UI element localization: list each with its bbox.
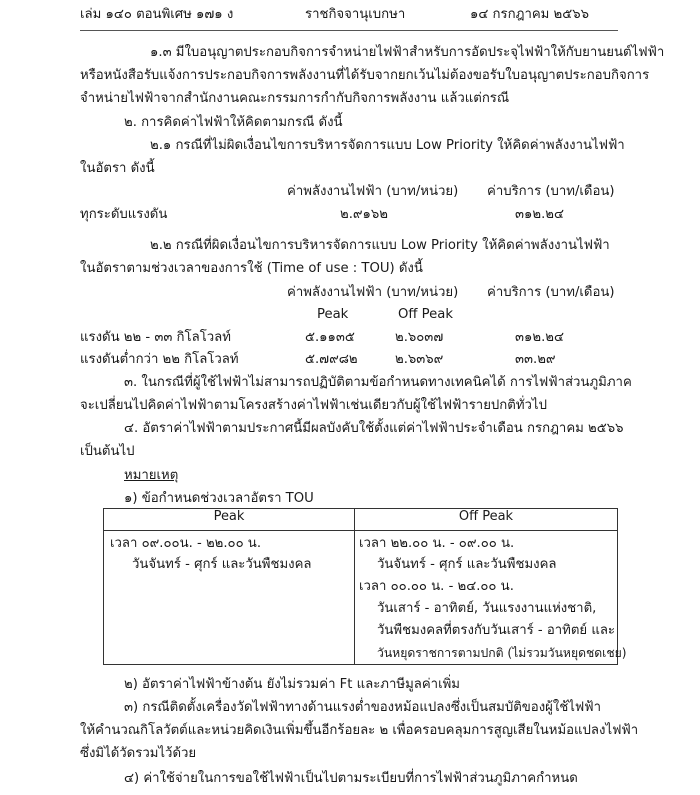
remark-4: ๔) ค่าใช้จ่ายในการขอใช้ไฟฟ้าเป็นไปตามระเบียบที่การไฟฟ้าส่วนภูมิภาคกำหนด	[124, 771, 578, 786]
remark-3-line: ให้คำนวณกิโลวัตต์และหน่วยคิดเงินเพิ่มขึ้นอีกร้อยละ ๒ เพื่อครอบคลุมการสูญเสียในหม้อแปลงไฟฟ้า	[80, 723, 639, 738]
remark-1: ๑) ข้อกำหนดช่วงเวลาอัตรา TOU	[124, 491, 314, 506]
para-1-3-line: จำหน่ายไฟฟ้าจากสำนักงานคณะกรรมการกำกับกิจการพลังงาน แล้วแต่กรณี	[80, 91, 510, 106]
remark-3-line: ๓) กรณีติดตั้งเครื่องวัดไฟฟ้าทางด้านแรงต่ำของหม้อแปลงซึ่งเป็นสมบัติของผู้ใช้ไฟฟ้า	[124, 700, 601, 715]
gazette-date: ๑๔ กรกฎาคม ๒๕๖๖	[470, 7, 589, 22]
rate2-offpeak-value: ๒.๖๓๖๙	[395, 352, 444, 367]
section-4-line: เป็นต้นไป	[80, 444, 135, 459]
remarks-title: หมายเหตุ	[124, 468, 179, 483]
tou-offpeak-line: เวลา ๐๐.๐๐ น. - ๒๔.๐๐ น.	[359, 579, 514, 594]
tou-peak-header: Peak	[104, 509, 355, 531]
tou-offpeak-line: วันหยุดราชการตามปกติ (ไม่รวมวันหยุดชดเชย)	[377, 646, 627, 660]
rate2-service-value: ๓๑๒.๒๔	[515, 330, 564, 345]
tou-offpeak-line: วันพืชมงคลที่ตรงกับวันเสาร์ - อาทิตย์ และ	[377, 623, 616, 638]
rate1-energy-value: ๒.๙๑๖๒	[340, 207, 388, 222]
rate2-peak-value: ๕.๑๑๓๕	[305, 330, 355, 345]
rate2-service-value: ๓๓.๒๙	[515, 352, 556, 367]
section-2-heading: ๒. การคิดค่าไฟฟ้าให้คิดตามกรณี ดังนี้	[124, 115, 343, 130]
rate1-service-header: ค่าบริการ (บาท/เดือน)	[487, 184, 615, 199]
tou-table	[103, 508, 627, 665]
para-1-3-line: ๑.๓ มีใบอนุญาตประกอบกิจการจำหน่ายไฟฟ้าสำหรับการอัดประจุไฟฟ้าให้กับยานยนต์ไฟฟ้า	[150, 45, 665, 60]
rate2-peak-header: Peak	[317, 307, 349, 322]
tou-offpeak-line: วันเสาร์ - อาทิตย์, วันแรงงานแห่งชาติ,	[377, 601, 597, 616]
remark-3-line: ซึ่งมิได้วัดรวมไว้ด้วย	[80, 746, 197, 761]
remark-2: ๒) อัตราค่าไฟฟ้าข้างต้น ยังไม่รวมค่า Ft และภาษีมูลค่าเพิ่ม	[124, 677, 460, 692]
rate2-service-header: ค่าบริการ (บาท/เดือน)	[487, 285, 615, 300]
tou-offpeak-cell	[355, 531, 627, 665]
header-divider	[80, 30, 618, 31]
para-2-1-line: ในอัตรา ดังนี้	[80, 161, 155, 176]
rate2-peak-value: ๕.๗๙๘๒	[305, 352, 358, 367]
tou-offpeak-header: Off Peak	[355, 509, 618, 531]
para-2-1-line: ๒.๑ กรณีที่ไม่ผิดเงื่อนไขการบริหารจัดการแบบ Low Priority ให้คิดค่าพลังงานไฟฟ้า	[150, 138, 625, 153]
para-1-3-line: หรือหนังสือรับแจ้งการประกอบกิจการพลังงานที่ได้รับจากยกเว้นไม่ต้องขอรับใบอนุญาตประกอบกิจการ	[80, 68, 650, 83]
tou-offpeak-line: เวลา ๒๒.๐๐ น. - ๐๙.๐๐ น.	[359, 536, 515, 551]
tou-offpeak-line: วันจันทร์ - ศุกร์ และวันพืชมงคล	[377, 557, 557, 572]
tou-peak-cell	[104, 531, 355, 665]
para-2-2-line: ในอัตราตามช่วงเวลาของการใช้ (Time of use : TOU) ดังนี้	[80, 261, 423, 276]
rate2-energy-header: ค่าพลังงานไฟฟ้า (บาท/หน่วย)	[287, 285, 459, 300]
rate1-row-label: ทุกระดับแรงดัน	[80, 207, 168, 222]
section-3-line: จะเปลี่ยนไปคิดค่าไฟฟ้าตามโครงสร้างค่าไฟฟ้าเช่นเดียวกับผู้ใช้ไฟฟ้ารายปกติทั่วไป	[80, 398, 547, 413]
section-4-line: ๔. อัตราค่าไฟฟ้าตามประกาศนี้มีผลบังคับใช้ตั้งแต่ค่าไฟฟ้าประจำเดือน กรกฎาคม ๒๕๖๖	[124, 421, 624, 436]
tou-peak-line: วันจันทร์ - ศุกร์ และวันพืชมงคล	[132, 557, 312, 572]
rate2-row-label: แรงดัน ๒๒ - ๓๓ กิโลโวลท์	[80, 330, 231, 345]
gazette-title: ราชกิจจานุเบกษา	[305, 7, 406, 22]
para-2-2-line: ๒.๒ กรณีที่ผิดเงื่อนไขการบริหารจัดการแบบ Low Priority ให้คิดค่าพลังงานไฟฟ้า	[150, 238, 610, 253]
rate1-energy-header: ค่าพลังงานไฟฟ้า (บาท/หน่วย)	[287, 184, 459, 199]
gazette-volume: เล่ม ๑๔๐ ตอนพิเศษ ๑๗๑ ง	[80, 7, 234, 22]
rate2-offpeak-value: ๒.๖๐๓๗	[395, 330, 444, 345]
rate2-row-label: แรงดันต่ำกว่า ๒๒ กิโลโวลท์	[80, 352, 239, 367]
tou-peak-line: เวลา ๐๙.๐๐น. - ๒๒.๐๐ น.	[110, 536, 262, 551]
section-3-line: ๓. ในกรณีที่ผู้ใช้ไฟฟ้าไม่สามารถปฏิบัติตามข้อกำหนดทางเทคนิคได้ การไฟฟ้าส่วนภูมิภาค	[124, 375, 632, 390]
rate2-offpeak-header: Off Peak	[398, 307, 453, 322]
rate1-service-value: ๓๑๒.๒๔	[515, 207, 564, 222]
